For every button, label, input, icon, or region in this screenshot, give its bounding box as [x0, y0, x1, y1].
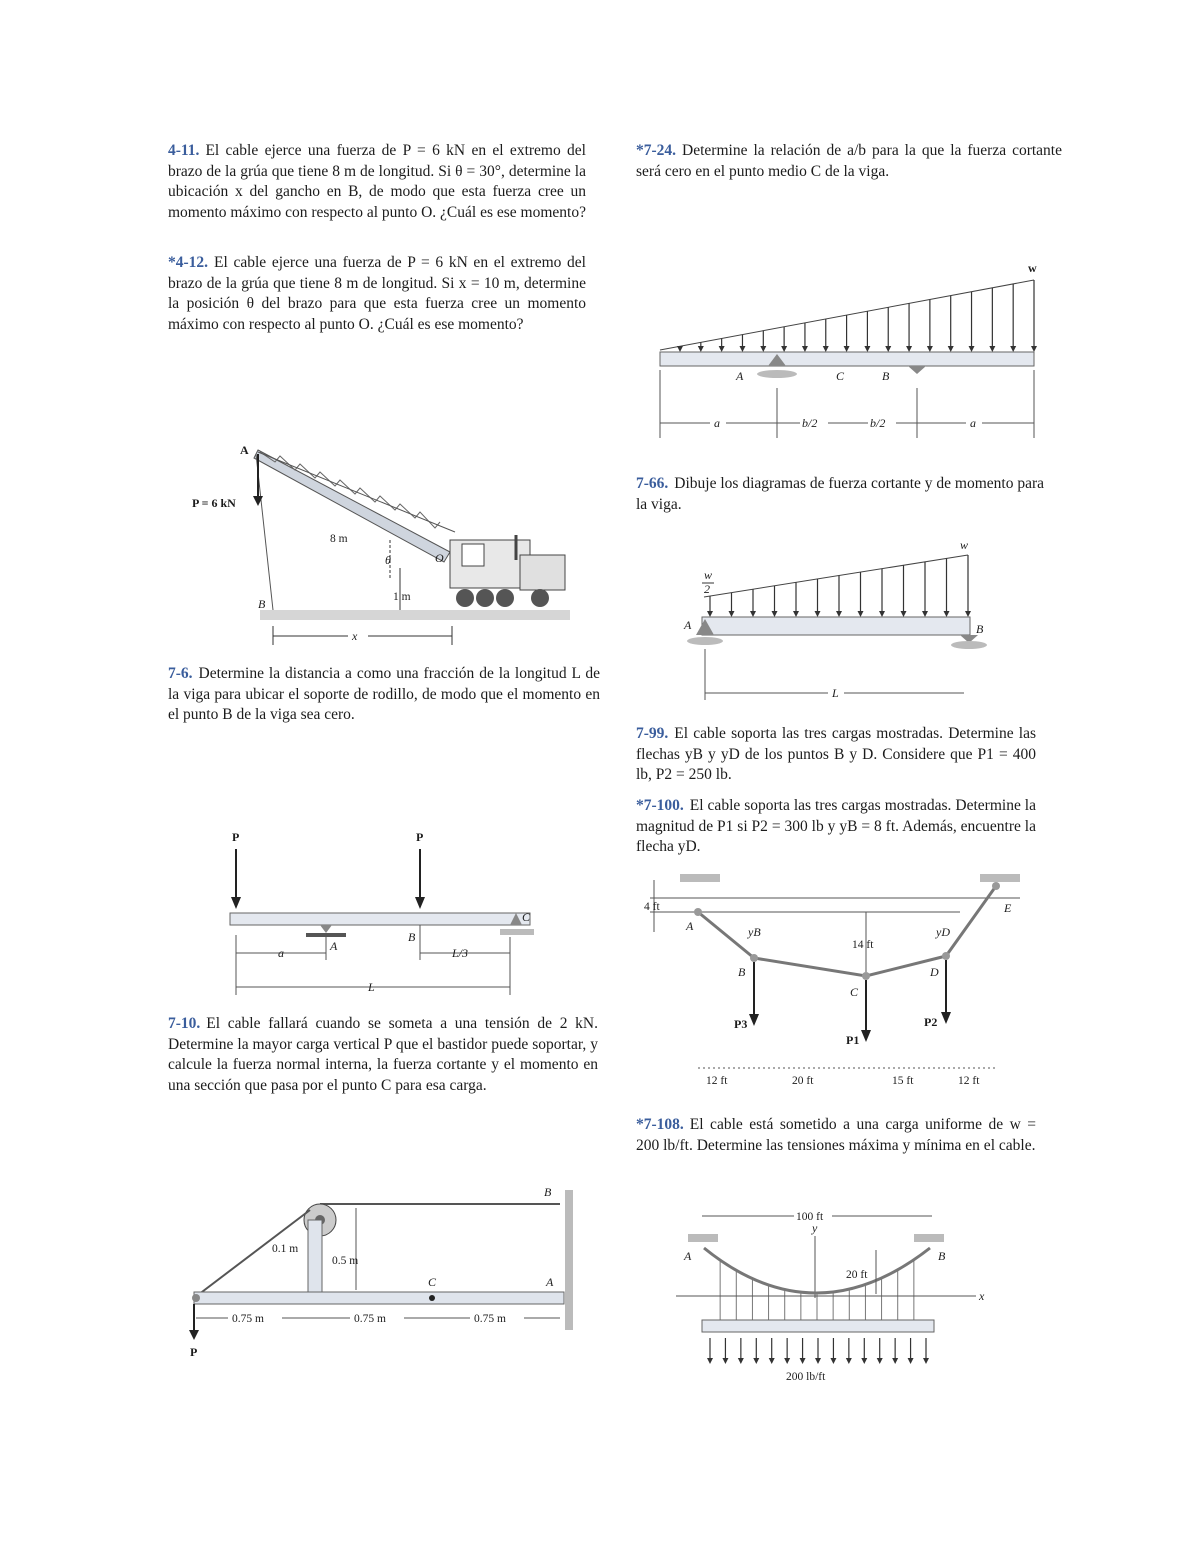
support-ground — [757, 370, 797, 378]
label-A: A — [330, 939, 338, 953]
load-arrowhead — [815, 611, 821, 617]
label-bg — [348, 628, 368, 642]
load-arrowhead — [729, 611, 735, 617]
label-A: A — [736, 369, 744, 383]
load-arrowhead — [877, 1358, 883, 1364]
deck — [702, 1320, 934, 1332]
load-arrowhead — [944, 611, 950, 617]
label-C: C — [522, 910, 531, 924]
load-arrowhead — [861, 1358, 867, 1364]
load-arrowhead — [885, 346, 891, 352]
crane-figure — [180, 440, 580, 650]
ground — [260, 610, 570, 620]
arrowhead — [749, 1014, 759, 1026]
cable-7-99-figure — [640, 872, 1035, 1097]
label-d2: 0.75 m — [354, 1313, 386, 1325]
load-arrowhead — [969, 346, 975, 352]
support-A — [688, 1234, 718, 1242]
label-L: L — [368, 980, 375, 994]
problem-7-66 — [636, 474, 1044, 515]
load-arrowhead — [707, 611, 713, 617]
wheel — [496, 589, 514, 607]
label-load: 200 lb/ft — [786, 1371, 826, 1383]
load-arrowhead — [781, 346, 787, 352]
cable — [704, 1248, 930, 1293]
support-A-base — [680, 874, 720, 882]
label-L3: L/3 — [452, 946, 469, 960]
label-B: B — [938, 1249, 946, 1263]
label-B: B — [882, 369, 890, 383]
support-ground — [500, 929, 534, 935]
load-arrowhead — [760, 346, 766, 352]
wall — [565, 1190, 573, 1330]
load-arrowhead — [864, 346, 870, 352]
load-arrowhead — [739, 346, 745, 352]
load-arrowhead — [965, 611, 971, 617]
roller-support-A — [320, 925, 332, 933]
problem-7-10 — [168, 1014, 598, 1096]
label-d3: 0.75 m — [474, 1313, 506, 1325]
label-A: A — [684, 618, 692, 632]
problem-7-24 — [636, 141, 1062, 182]
beam-7-24-figure — [650, 258, 1050, 443]
label-C: C — [428, 1275, 437, 1289]
problem-text: Determine la relación de a/b para la que la fuerza cortante será cero en el punto medio C de la viga. — [636, 142, 1062, 180]
label-C: C — [836, 369, 845, 383]
cable-7-108-figure — [676, 1208, 996, 1388]
label-yD: yD — [936, 925, 950, 939]
label-C: C — [850, 985, 859, 999]
load-arrowhead — [784, 1358, 790, 1364]
truck-front — [520, 555, 565, 590]
label-w: w — [1028, 261, 1037, 275]
label-height: 1 m — [393, 591, 411, 603]
arrowhead — [189, 1330, 199, 1340]
problem-text: El cable fallará cuando se someta a una tensión de 2 kN. Determine la mayor carga vertical P que el bastidor puede soportar, y calcule la fuerza normal interna, la fuerza cortante y el momento en una sección que pasa por el punto C para esa carga. — [168, 1015, 598, 1094]
problem-7-6 — [168, 664, 600, 726]
problem-text: El cable está sometido a una carga uniforme de w = 200 lb/ft. Determine las tensiones máxima y mínima en el cable. — [636, 1116, 1036, 1154]
label-a-left: a — [714, 416, 720, 430]
label-d2: 20 ft — [792, 1075, 814, 1087]
load-arrowhead — [901, 611, 907, 617]
load-arrowhead — [772, 611, 778, 617]
problem-number: 7-10. — [168, 1015, 201, 1032]
label-a: a — [278, 946, 284, 960]
label-A: A — [546, 1275, 554, 1289]
label-x: x — [979, 1289, 985, 1303]
label-P: P = 6 kN — [192, 496, 236, 510]
load-arrowhead — [815, 1358, 821, 1364]
horizontal-member — [194, 1292, 564, 1304]
label-b-half-1: b/2 — [802, 416, 818, 430]
load-arrowhead — [879, 611, 885, 617]
label-b-half-2: b/2 — [870, 416, 886, 430]
problem-number: *7-24. — [636, 142, 677, 159]
label-P-mid: P — [416, 830, 424, 844]
label-A: A — [684, 1249, 692, 1263]
label-P-left: P — [232, 830, 240, 844]
problem-number: 7-66. — [636, 475, 669, 492]
roller-support-B — [908, 366, 926, 374]
problem-number: 7-6. — [168, 665, 193, 682]
label-B: B — [544, 1185, 552, 1199]
load-arrowhead — [719, 346, 725, 352]
load-arrowhead — [906, 346, 912, 352]
beam — [230, 913, 530, 925]
problem-text: El cable soporta las tres cargas mostradas. Determine la magnitud de P1 si P2 = 300 lb y yB = 8 ft. Además, encuentre la flecha yD. — [636, 797, 1036, 855]
problem-number: *7-100. — [636, 797, 684, 814]
load-arrowhead — [923, 1358, 929, 1364]
label-x: x — [352, 629, 358, 643]
load-arrowhead — [948, 346, 954, 352]
load-arrowhead — [989, 346, 995, 352]
label-4ft: 4 ft — [644, 901, 660, 913]
hangers — [720, 1260, 914, 1320]
load-arrowhead — [707, 1358, 713, 1364]
support-ground — [687, 637, 723, 645]
problem-text: El cable ejerce una fuerza de P = 6 kN en el extremo del brazo de la grúa que tiene 8 m de longitud. Si x = 10 m, determine la posición θ del brazo para que esta fuerza cree un momento máximo con respecto al punto O. ¿Cuál es ese momento? — [168, 254, 586, 333]
distributed-load — [707, 1338, 929, 1364]
problem-4-11 — [168, 141, 586, 223]
label-d3: 15 ft — [892, 1075, 914, 1087]
label-a-right: a — [970, 416, 976, 430]
frame-7-10-figure — [180, 1180, 580, 1360]
problem-text: El cable soporta las tres cargas mostradas. Determine las flechas yB y yD de los puntos B y D. Considere que P1 = 400 lb, P2 = 250 lb. — [636, 725, 1036, 783]
label-P1: P1 — [846, 1033, 860, 1047]
label-radius: 0.1 m — [272, 1243, 299, 1255]
problem-text: El cable ejerce una fuerza de P = 6 kN en el extremo del brazo de la grúa que tiene 8 m de longitud. Si θ = 30°, determine la ubicación x del gancho en B, de modo que esta fuerza cree un momento máximo con respecto al punto O. ¿Cuál es ese momento? — [168, 142, 586, 221]
beam-7-66-figure — [680, 535, 1000, 705]
node-B — [750, 954, 758, 962]
beam — [660, 352, 1034, 366]
load-arrowhead — [836, 611, 842, 617]
wheel — [456, 589, 474, 607]
label-B: B — [738, 965, 746, 979]
load-arrowhead — [823, 346, 829, 352]
label-A: A — [240, 443, 249, 457]
load-arrowhead — [738, 1358, 744, 1364]
load-arrowhead — [892, 1358, 898, 1364]
arrowhead — [415, 897, 425, 909]
label-B: B — [408, 930, 416, 944]
label-P3: P3 — [734, 1017, 748, 1031]
label-theta: θ — [385, 553, 391, 567]
load-arrowhead — [844, 346, 850, 352]
load-arrowhead — [753, 1358, 759, 1364]
distributed-load — [677, 280, 1037, 352]
load-arrowhead — [750, 611, 756, 617]
hoist-cable — [258, 452, 455, 532]
problem-4-12 — [168, 253, 586, 335]
node-E — [992, 882, 1000, 890]
load-arrowhead — [1031, 346, 1037, 352]
beam-7-6-figure — [210, 825, 560, 1000]
wheel — [531, 589, 549, 607]
problem-7-99 — [636, 724, 1036, 786]
support-ground — [951, 641, 987, 649]
label-d1: 12 ft — [706, 1075, 728, 1087]
wheel — [476, 589, 494, 607]
label-d4: 12 ft — [958, 1075, 980, 1087]
arrowhead — [861, 1030, 871, 1042]
point-C — [429, 1295, 435, 1301]
arrowhead — [941, 1012, 951, 1024]
load-arrowhead — [769, 1358, 775, 1364]
label-P: P — [190, 1345, 198, 1359]
label-w-half-num: w — [704, 568, 713, 582]
problem-number: 7-99. — [636, 725, 669, 742]
problem-number: 4-11. — [168, 142, 200, 159]
label-w-half-den: 2 — [704, 582, 710, 596]
beam — [702, 617, 970, 635]
label-y: y — [812, 1221, 818, 1235]
load-arrowhead — [927, 346, 933, 352]
label-length: 8 m — [330, 533, 348, 545]
cab-window — [462, 544, 484, 566]
label-E: E — [1004, 901, 1012, 915]
load-arrowhead — [922, 611, 928, 617]
label-height: 0.5 m — [332, 1255, 359, 1267]
cable — [698, 886, 996, 976]
label-D: D — [930, 965, 939, 979]
load-arrowhead — [677, 346, 683, 352]
label-14ft: 14 ft — [852, 939, 874, 951]
load-arrowhead — [698, 346, 704, 352]
problem-number: *7-108. — [636, 1116, 684, 1133]
load-arrowhead — [1010, 346, 1016, 352]
problem-7-108 — [636, 1115, 1036, 1156]
label-sag: 20 ft — [846, 1269, 868, 1281]
problem-7-100 — [636, 796, 1036, 858]
load-arrowhead — [846, 1358, 852, 1364]
end-pin — [192, 1294, 200, 1302]
label-w: w — [960, 538, 969, 552]
load-arrowhead — [830, 1358, 836, 1364]
arrowhead — [231, 897, 241, 909]
label-span: 100 ft — [796, 1211, 824, 1223]
problem-number: *4-12. — [168, 254, 209, 271]
load-arrowhead — [802, 346, 808, 352]
distributed-load — [707, 555, 971, 617]
label-P2: P2 — [924, 1015, 938, 1029]
label-yB: yB — [748, 925, 761, 939]
node-C — [862, 972, 870, 980]
load-arrowhead — [793, 611, 799, 617]
label-d1: 0.75 m — [232, 1313, 264, 1325]
problem-text: Determine la distancia a como una fracción de la longitud L de la viga para ubicar el soporte de rodillo, de modo que el momento en el punto B de la viga sea cero. — [168, 665, 600, 723]
node-A — [694, 908, 702, 916]
boom — [254, 450, 450, 562]
problem-text: Dibuje los diagramas de fuerza cortante y de momento para la viga. — [636, 475, 1044, 513]
support-ground — [306, 933, 346, 937]
label-B: B — [258, 597, 266, 611]
load-arrowhead — [858, 611, 864, 617]
label-B: B — [976, 622, 984, 636]
support-E-base — [980, 874, 1020, 882]
node-D — [942, 952, 950, 960]
label-L: L — [832, 686, 839, 700]
load-arrowhead — [722, 1358, 728, 1364]
load-arrowhead — [908, 1358, 914, 1364]
label-O: O — [435, 551, 444, 565]
vertical-member — [308, 1220, 322, 1292]
label-A: A — [686, 919, 694, 933]
support-B — [914, 1234, 944, 1242]
load-arrowhead — [800, 1358, 806, 1364]
load-envelope — [704, 555, 968, 597]
